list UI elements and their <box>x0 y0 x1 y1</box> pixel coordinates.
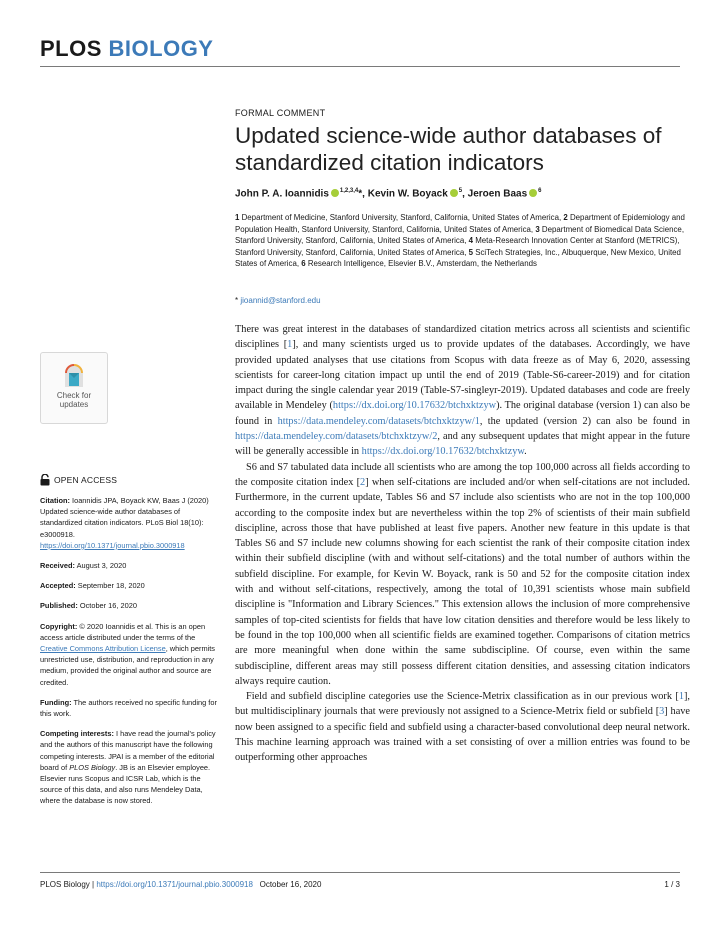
page-number: 1 / 3 <box>664 880 680 889</box>
body-paragraph: There was great interest in the databases of standardized citation metrics across all scientists and scientific disciplines [1], and many scientists urged us to provide updates of the databases. Accordingly, we have provided updated analyses that use citations from Scopus with data freeze as of May 6, 2020, assessing scientists for career-long citation impact up until the end of 2019 (Table-S6-career-2019) and for citation impact during the single calendar year 2019 (Table-S7-singleyr-2019). Updated databases and code are freely available in Mendeley (https://dx.doi.org/10.17632/btchxktzyw). The original database (version 1) can also be found in https://data.mendeley.com/datasets/btchxktzyw/1, the updated (version 2) can also be found in https://data.mendeley.com/datasets/btchxktzyw/2, and any subsequent updates that might appear in the future will be generally accessible in https://dx.doi.org/10.17632/btchxktzyw. <box>235 324 691 458</box>
copyright-info: Copyright: © 2020 Ioannidis et al. This is an open access article distributed under the terms of the Creative Commons Attribution License, which permits unrestricted use, distribution, and reproduction in any medium, provided the original author and source are credited. <box>40 621 215 687</box>
orcid-icon[interactable] <box>450 189 458 197</box>
check-for-updates-badge[interactable] <box>40 352 108 424</box>
funding-info: Funding: The authors received no specific funding for this work. <box>40 697 217 719</box>
article-body <box>235 322 690 766</box>
footer-doi-link[interactable]: https://doi.org/10.1371/journal.pbio.3000918 <box>96 880 253 889</box>
page-footer <box>40 880 680 889</box>
footer-citation: PLOS Biology | https://doi.org/10.1371/journal.pbio.3000918 October 16, 2020 <box>40 880 322 889</box>
orcid-icon[interactable] <box>331 189 339 197</box>
footer-divider <box>40 872 680 873</box>
reference-link[interactable]: 2 <box>360 476 366 488</box>
mendeley-doi-link[interactable]: https://dx.doi.org/10.17632/btchxktzyw <box>361 446 525 458</box>
body-paragraph: S6 and S7 tabulated data include all scientists who are among the top 100,000 across all fields according to the composite citation index [2] when self-citations are included and/or when self-citations are not included. Furthermore, in the current update, Tables S6 and S7 include also scientists who are not in the top 100,000 according to the composite index but are nevertheless within the top 2% of scientists of their main subfield discipline, across those that have published at least five papers. Another new feature in this update is that Tables S6 and S7 include new columns showing for each scientist the rank of their composite citation index within their subfield discipline (with and without self-citations) and the total number of authors within the subfield discipline. For example, for Kevin W. Boyack, rank is 50 and 52 for the composite citation index with and without self-citations, respectively, among the total of 10,391 scientists whose main subfield discipline is "Information and Library Sciences." This extension allows the inclusion of more comprehensive samples of top-cited scientists for fields that have low citation densities and therefore would be less likely to be found in the top 100,000 when all scientific fields are examined together. Comparisons of citation metrics are more meaningful when done within the same subdiscipline. Of course, even within the same subdiscipline, different areas may still possess different citation densities, and assessing citation indicators always require caution. <box>235 461 691 687</box>
orcid-icon[interactable] <box>529 189 537 197</box>
email-link[interactable]: jioannid@stanford.edu <box>240 296 321 305</box>
citation-doi-link[interactable]: https://doi.org/10.1371/journal.pbio.3000918 <box>40 540 185 550</box>
mendeley-v2-link[interactable]: https://data.mendeley.com/datasets/btchxktzyw/2 <box>235 431 438 443</box>
corresponding-email: * jioannid@stanford.edu <box>235 296 321 305</box>
affiliation-numbers: 5 <box>458 188 463 194</box>
open-access-label: OPEN ACCESS <box>40 474 117 486</box>
citation-info: Citation: Ioannidis JPA, Boyack KW, Baas J (2020) Updated science-wide author databases of standardized citation indicators. PLoS Biol 18(10): e3000918. https://doi.org/10.1371/journal.pbio.3000918 <box>40 496 209 550</box>
journal-name-biology: BIOLOGY <box>108 36 214 61</box>
article-type: FORMAL COMMENT <box>235 108 326 118</box>
mendeley-v1-link[interactable]: https://data.mendeley.com/datasets/btchxktzyw/1 <box>277 415 480 427</box>
check-updates-text: Check for updates <box>56 391 92 409</box>
header-divider <box>40 66 680 67</box>
open-lock-icon <box>40 474 50 486</box>
accepted-date: Accepted: September 18, 2020 <box>40 581 145 591</box>
author-list: John P. A. Ioannidis $^{1,2,3,4}$*, Kevin W. Boyack $^5$, Jeroen Baas $^6$ <box>235 188 542 200</box>
mendeley-doi-link[interactable]: https://dx.doi.org/10.17632/btchxktzyw <box>332 400 497 412</box>
author-name[interactable]: Jeroen Baas <box>467 188 528 200</box>
author-name[interactable]: Kevin W. Boyack <box>367 188 448 200</box>
affiliation-numbers: 1,2,3,4 <box>339 188 359 194</box>
reference-link[interactable]: 1 <box>678 691 684 703</box>
journal-name-plos: PLOS <box>40 36 102 61</box>
article-info-sidebar <box>40 495 220 816</box>
body-paragraph: Field and subfield discipline categories use the Science-Metrix classification as in our previous work [1], but multidisciplinary journals that were previously not assigned to a Science-Metrix field or subfield [3] have now been assigned to a specific field and subfield using a character-based convolutional deep neural network. This machine learning approach was trained with a set consisting of over a million entries was found to be outperforming other approaches <box>235 691 690 764</box>
article-title: Updated science-wide author databases of standardized citation indicators <box>235 123 662 175</box>
license-link[interactable]: Creative Commons Attribution License <box>40 644 166 654</box>
check-updates-icon <box>59 359 89 389</box>
received-date: Received: August 3, 2020 <box>40 561 127 571</box>
affiliation-numbers: 6 <box>538 188 542 194</box>
published-date: Published: October 16, 2020 <box>40 601 137 611</box>
affiliations: 1 Department of Medicine, Stanford University, Stanford, California, United States of America, 2 Department of Epidemiology and Population Health, Stanford University, Stanford, California, United States of America, 3 Department of Biomedical Data Science, Stanford University, Stanford, California, United States of America, 4 Meta-Research Innovation Center at Stanford (METRICS), Stanford University, Stanford, California, United States of America, 5 SciTech Strategies, Inc., Albuquerque, New Mexico, United States of America, 6 Research Intelligence, Elsevier B.V., Amsterdam, the Netherlands <box>235 213 685 269</box>
author-name[interactable]: John P. A. Ioannidis <box>235 188 329 200</box>
journal-logo <box>40 36 213 62</box>
reference-link[interactable]: 3 <box>659 706 665 718</box>
reference-link[interactable]: 1 <box>287 339 293 351</box>
competing-interests-info: Competing interests: I have read the journal's policy and the authors of this manuscript have the following competing interests. JPAI is a member of the editorial board of PLOS Biology. JB is an Elsevier employee. Elsevier runs Scopus and ICSR Lab, which is the source of this data, and also runs Mendeley Data, where the database is now stored. <box>40 729 216 806</box>
